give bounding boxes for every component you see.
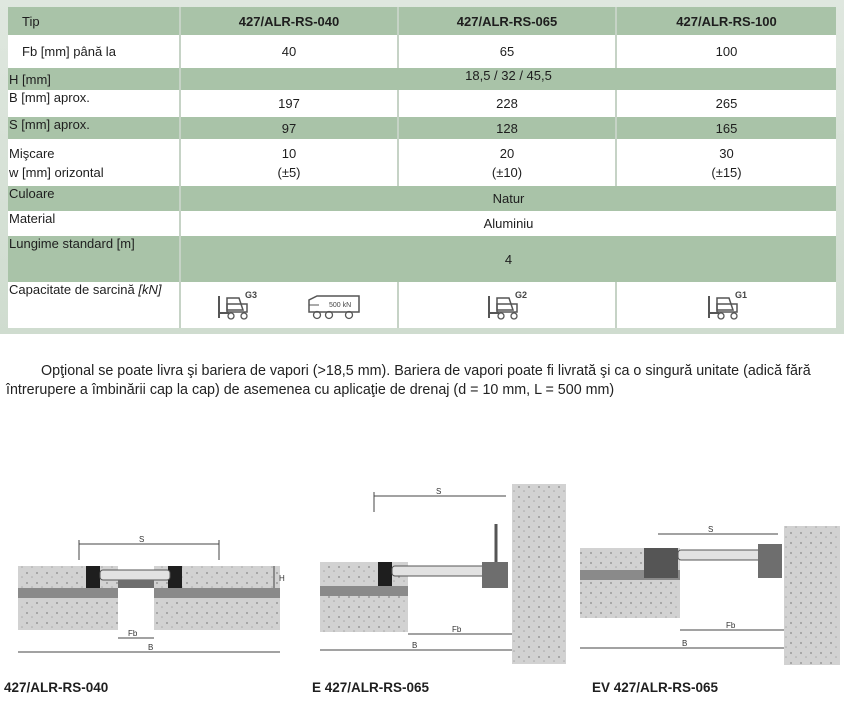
- row-label: B [mm] aprox.: [8, 90, 180, 117]
- drawing-e-427-alr-rs-065: [316, 484, 566, 664]
- header-row: [8, 7, 836, 35]
- forklift-icon: [213, 288, 261, 322]
- spec-table: [8, 7, 836, 328]
- cell-value: [398, 139, 616, 186]
- drawing-ev-427-alr-rs-065: [578, 520, 840, 665]
- movement-tolerance: (±15): [711, 164, 742, 180]
- cell-value: 40: [180, 35, 398, 68]
- row-label: [8, 282, 180, 328]
- header-model-040: 427/ALR-RS-040: [180, 7, 398, 35]
- movement-tolerance: (±5): [277, 164, 301, 180]
- caption-427-alr-rs-040: 427/ALR-RS-040: [4, 680, 109, 695]
- dim-h: H: [279, 574, 285, 583]
- cell-value-span: Natur: [180, 186, 836, 211]
- row-label-line1: Mişcare: [9, 145, 55, 161]
- row-fb: [8, 35, 836, 68]
- caption-e-427-alr-rs-065: E 427/ALR-RS-065: [312, 680, 430, 695]
- row-load: [8, 282, 836, 328]
- header-model-065: 427/ALR-RS-065: [398, 7, 616, 35]
- note-line-2: întrerupere a îmbinării cap la cap) de asemenea cu aplicaţie de drenaj (d = 10 mm, L = 500 mm): [6, 382, 615, 398]
- note-line-1: Opţional se poate livra şi bariera de vapori (>18,5 mm). Bariera de vapori poate fi livrată şi ca o singură unitate (adică fără: [41, 363, 811, 379]
- cell-load: [398, 282, 616, 328]
- load-label: Capacitate de sarcină: [9, 282, 139, 297]
- forklift-class-040: G3: [245, 290, 258, 300]
- cell-value: 128: [398, 117, 616, 139]
- row-label: Lungime standard [m]: [8, 236, 180, 282]
- cell-value: 228: [398, 90, 616, 117]
- cell-value-span: 4: [180, 236, 836, 282]
- movement-value: 20: [499, 145, 515, 161]
- cell-value: 165: [616, 117, 836, 139]
- dim-b: B: [148, 643, 154, 652]
- cell-value: 265: [616, 90, 836, 117]
- cell-value-span: 18,5 / 32 / 45,5: [180, 68, 836, 90]
- row-material: [8, 211, 836, 236]
- cell-load: [616, 282, 836, 328]
- cell-value: 100: [616, 35, 836, 68]
- movement-tolerance: (±10): [491, 164, 523, 180]
- forklift-class-100: G1: [734, 290, 747, 300]
- forklift-icon: [703, 288, 751, 322]
- cell-value: 97: [180, 117, 398, 139]
- row-label-line2: w [mm] orizontal: [9, 164, 104, 180]
- truck-icon: [305, 288, 365, 322]
- dim-s: S: [436, 487, 442, 496]
- row-length: [8, 236, 836, 282]
- forklift-icon: [483, 288, 531, 322]
- dim-fb: Fb: [726, 621, 736, 630]
- truck-load-label: 500 kN: [328, 302, 351, 309]
- optional-note: [6, 362, 844, 400]
- caption-ev-427-alr-rs-065: EV 427/ALR-RS-065: [592, 680, 719, 695]
- row-h: [8, 68, 836, 90]
- row-label: H [mm]: [8, 68, 180, 90]
- dim-b: B: [412, 641, 418, 650]
- row-s: [8, 117, 836, 139]
- header-model-100: 427/ALR-RS-100: [616, 7, 836, 35]
- forklift-class-065: G2: [515, 290, 528, 300]
- row-b: [8, 90, 836, 117]
- cell-value: [616, 139, 836, 186]
- dim-s: S: [708, 525, 714, 534]
- movement-value: 10: [281, 145, 297, 161]
- drawing-427-alr-rs-040: [14, 530, 304, 665]
- dim-fb: Fb: [128, 629, 138, 638]
- cell-value: [180, 139, 398, 186]
- cell-load: [180, 282, 398, 328]
- row-movement: [8, 139, 836, 186]
- movement-value: 30: [719, 145, 734, 161]
- dim-s: S: [139, 535, 145, 544]
- row-color: [8, 186, 836, 211]
- row-label: Culoare: [8, 186, 180, 211]
- cell-value: 65: [398, 35, 616, 68]
- row-label: [8, 139, 180, 186]
- row-label: Fb [mm] până la: [8, 35, 180, 68]
- dim-b: B: [682, 639, 688, 648]
- load-unit: [kN]: [138, 282, 162, 297]
- cell-value: 197: [180, 90, 398, 117]
- cell-value-span: Aluminiu: [180, 211, 836, 236]
- header-tip: Tip: [8, 7, 180, 35]
- dim-fb: Fb: [452, 625, 462, 634]
- row-label: S [mm] aprox.: [8, 117, 180, 139]
- row-label: Material: [8, 211, 180, 236]
